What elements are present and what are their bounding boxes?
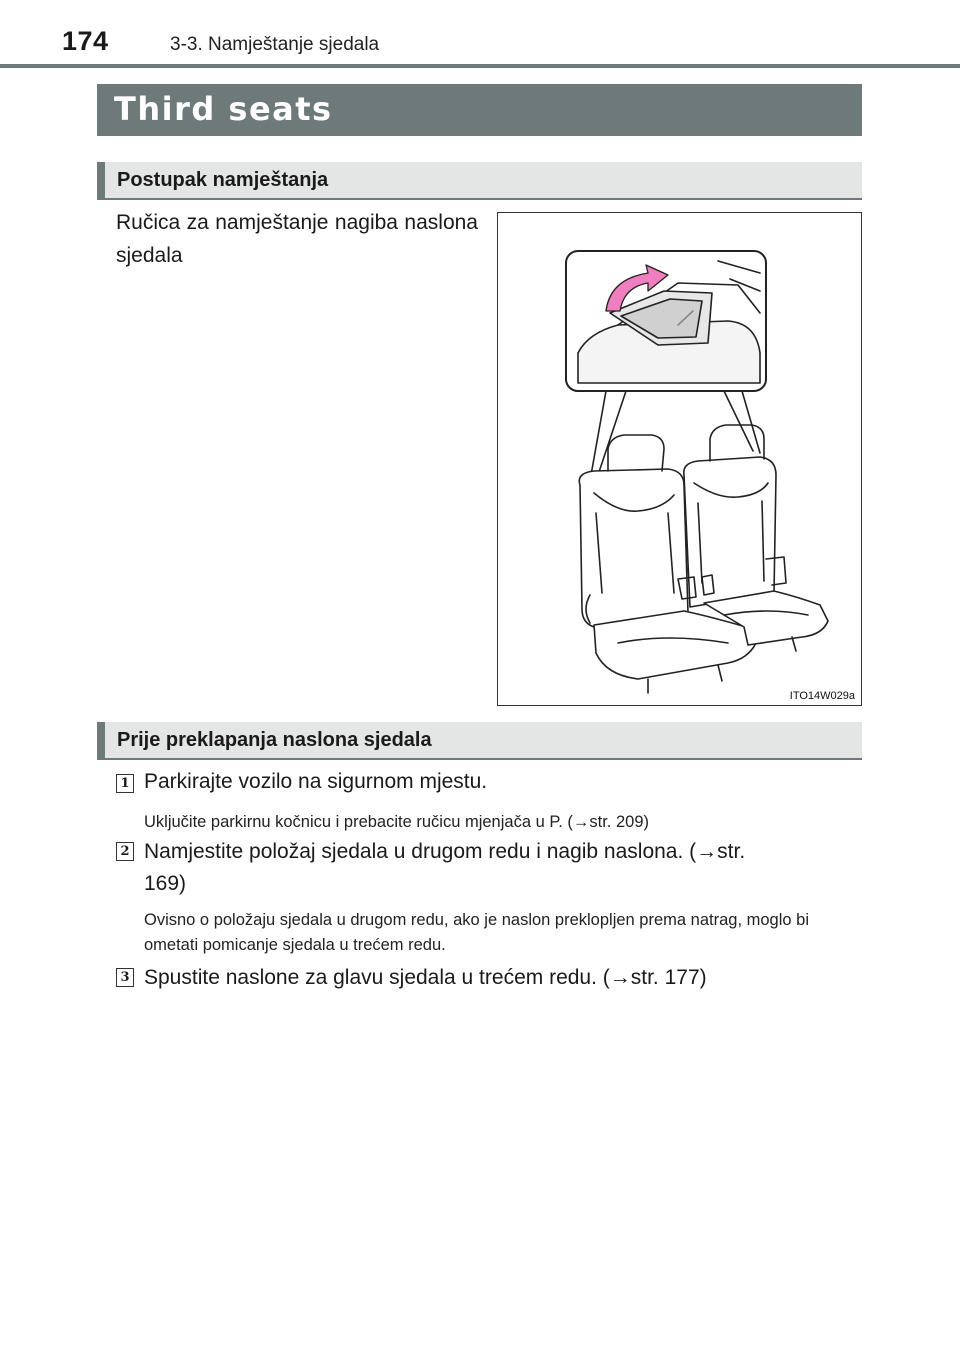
step-title-2: Namjestite položaj sjedala u drugom redu i nagib naslona. (→str. 169) [144,840,746,895]
header-rule [0,64,960,68]
subheader-before-folding [97,722,862,760]
figure-code: ITO14W029a [789,690,855,702]
chapter-title: 3-3. Namještanje sjedala [170,34,380,55]
section-banner [97,84,862,136]
step-number-2: 2 [116,842,134,861]
step-note-1: Uključite parkirnu kočnicu i prebacite ručicu mjenjača u P. (→str. 209) [144,813,649,831]
step-title-3: Spustite naslone za glavu sjedala u trećem redu. (→str. 177) [144,966,707,989]
subheader-before-folding-label: Prije preklapanja naslona sjedala [117,729,432,751]
subheader-adjustment-label: Postupak namještanja [117,169,329,191]
section-title: Third seats [114,90,333,128]
seat-drawing [498,213,861,705]
subheader-adjustment [97,162,862,200]
adjustment-description: Ručica za namještanje nagiba naslona sjedala [116,211,478,267]
step-title-1: Parkirajte vozilo na sigurnom mjestu. [144,770,488,793]
page-number: 174 [62,26,109,56]
step-number-3: 3 [116,968,134,987]
seat-illustration [497,212,862,706]
step-number-1: 1 [116,774,134,793]
step-note-2: Ovisno o položaju sjedala u drugom redu, ako je naslon preklopljen prema natrag, moglo bi ometati pomicanje sjedala u trećem redu. [144,911,809,954]
